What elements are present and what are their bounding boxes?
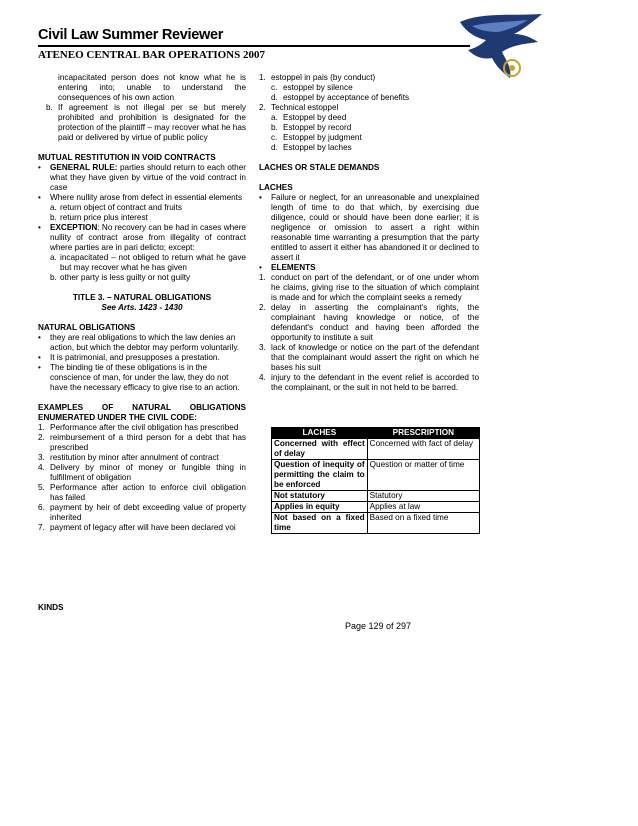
table-row bbox=[272, 491, 480, 502]
list-marker: 3. bbox=[38, 453, 45, 462]
examples-list bbox=[38, 423, 246, 533]
bullet-icon: • bbox=[38, 223, 41, 232]
table-cell: Not based on a fixed time bbox=[272, 513, 368, 534]
list-marker: 2. bbox=[38, 433, 45, 442]
list-marker: 5. bbox=[38, 483, 45, 492]
list-marker: a. bbox=[50, 253, 57, 262]
bullet-icon: • bbox=[38, 333, 41, 342]
table-header-cell: LACHES bbox=[272, 428, 368, 439]
list-item: If agreement is not illegal per se but merely prohibited and prohibition is designated for the protection of the plaintiff – may recover what he has paid or delivered by virtue of public policy bbox=[58, 103, 246, 142]
table-cell: Concerned with fact of delay bbox=[367, 439, 479, 460]
mutual-restitution-heading: MUTUAL RESTITUTION IN VOID CONTRACTS bbox=[38, 153, 216, 162]
list-item: other party is less guilty or not guilty bbox=[60, 273, 191, 282]
bullet-icon: • bbox=[38, 353, 41, 362]
list-item: The binding tie of these obligations is in the conscience of man, for under the law, they do not have the necessary efficacy to give rise to an action. bbox=[50, 363, 240, 392]
general-rule-text: parties should return to each other what they have given by virtue of the void contract in case bbox=[50, 163, 247, 192]
title-3-heading: TITLE 3. – NATURAL OBLIGATIONS bbox=[72, 293, 212, 302]
list-item: conduct on part of the defendant, or of one under whom he claims, giving rise to the situation of which complaint is made and for which the complaint seeks a remedy bbox=[271, 273, 479, 302]
list-item: Estoppel by deed bbox=[283, 113, 347, 122]
page-number: Page 129 of 297 bbox=[345, 621, 412, 631]
general-rule-label: GENERAL RULE: bbox=[50, 163, 118, 172]
list-marker: d. bbox=[271, 143, 278, 152]
list-marker: a. bbox=[271, 113, 278, 122]
list-item: estoppel in pais (by conduct) bbox=[271, 73, 376, 82]
exception-text: : No recovery can be had in cases where nullity of contract arose from illegality of contract where parties are in pari delicto; except: bbox=[50, 223, 246, 252]
table-row bbox=[272, 439, 480, 460]
list-marker: 1. bbox=[38, 423, 45, 432]
list-item: Delivery by minor of money or fungible thing in fulfillment of obligation bbox=[50, 463, 246, 482]
list-marker: 1. bbox=[259, 73, 266, 82]
list-marker: 3. bbox=[259, 343, 266, 352]
list-marker: b. bbox=[50, 213, 57, 222]
bullet-icon: • bbox=[38, 363, 41, 372]
list-marker: b. bbox=[46, 103, 53, 112]
list-item: payment by heir of debt exceeding value of property inherited bbox=[50, 503, 246, 522]
list-item: It is patrimonial, and presupposes a prestation. bbox=[50, 353, 220, 362]
left-column bbox=[38, 73, 246, 533]
list-marker: a. bbox=[50, 203, 57, 212]
laches-vs-prescription-table bbox=[271, 427, 480, 534]
table-cell: Applies in equity bbox=[272, 502, 368, 513]
list-marker: 2. bbox=[259, 103, 266, 112]
laches-definition: Failure or neglect, for an unreasonable and unexplained length of time to do that which, by exercising due diligence, could or should have been done earlier; it is negligence or omission to assert a right within reasonable time warranting a presumption that the party entitled to assert it either has abandoned it or declined to assert it bbox=[271, 193, 479, 262]
bullet-icon: • bbox=[259, 263, 262, 272]
table-row bbox=[272, 502, 480, 513]
exception-label: EXCEPTION bbox=[50, 223, 98, 232]
elements-heading: ELEMENTS bbox=[271, 263, 316, 272]
list-item: Estoppel by judgment bbox=[283, 133, 362, 142]
list-marker: 1. bbox=[259, 273, 266, 282]
table-cell: Statutory bbox=[367, 491, 479, 502]
list-item: they are real obligations to which the law denies an action, but which the debtor may perform voluntarily. bbox=[50, 333, 240, 352]
table-row bbox=[272, 460, 480, 491]
bullet-icon: • bbox=[38, 193, 41, 202]
list-item: return price plus interest bbox=[60, 213, 148, 222]
examples-heading: EXAMPLES OF NATURAL OBLIGATIONS ENUMERATED UNDER THE CIVIL CODE: bbox=[38, 403, 246, 422]
list-marker: c. bbox=[271, 83, 278, 92]
continued-item-text: incapacitated person does not know what he is entering into; unable to understand the consequences of his own action bbox=[58, 73, 246, 102]
list-marker: 4. bbox=[38, 463, 45, 472]
list-item: Estoppel by laches bbox=[283, 143, 352, 152]
table-row bbox=[272, 513, 480, 534]
list-marker: 6. bbox=[38, 503, 45, 512]
right-column bbox=[259, 73, 479, 393]
list-item: Where nullity arose from defect in essential elements bbox=[50, 193, 243, 202]
list-marker: 7. bbox=[38, 523, 45, 532]
laches-stale-demands-heading: LACHES OR STALE DEMANDS bbox=[259, 163, 380, 172]
kinds-heading: KINDS bbox=[38, 603, 64, 612]
articles-reference: See Arts. 1423 - 1430 bbox=[101, 303, 183, 312]
table-cell: Based on a fixed time bbox=[367, 513, 479, 534]
table-cell: Not statutory bbox=[272, 491, 368, 502]
list-item: incapacitated – not obliged to return what he gave but may recover what he has given bbox=[60, 253, 246, 272]
table-cell: Applies at law bbox=[367, 502, 479, 513]
list-marker: 2. bbox=[259, 303, 266, 312]
list-marker: c. bbox=[271, 133, 278, 142]
list-item: reimbursement of a third person for a debt that has prescribed bbox=[50, 433, 246, 452]
list-item: Performance after action to enforce civil obligation has failed bbox=[50, 483, 246, 502]
natural-obligations-heading: NATURAL OBLIGATIONS bbox=[38, 323, 136, 332]
list-item: injury to the defendant in the event relief is accorded to the complainant, or the suit in not held to be barred. bbox=[271, 373, 479, 392]
document-title: Civil Law Summer Reviewer bbox=[38, 27, 224, 43]
list-item: estoppel by acceptance of benefits bbox=[283, 93, 410, 102]
list-item: Technical estoppel bbox=[271, 103, 339, 112]
list-item: payment of legacy after will have been declared voi bbox=[50, 523, 236, 532]
list-item: Estoppel by record bbox=[283, 123, 352, 132]
list-marker: d. bbox=[271, 93, 278, 102]
list-item: delay in asserting the complainant's rights, the complainant having knowledge or notice, of the defendant's conduct and having been afforded the opportunity to institute a suit bbox=[271, 303, 479, 342]
bullet-icon: • bbox=[259, 193, 262, 202]
laches-heading: LACHES bbox=[259, 183, 293, 192]
list-item: estoppel by silence bbox=[283, 83, 353, 92]
table-header-cell: PRESCRIPTION bbox=[367, 428, 479, 439]
table-cell: Question or matter of time bbox=[367, 460, 479, 491]
table-cell: Concerned with effect of delay bbox=[272, 439, 368, 460]
list-marker: b. bbox=[50, 273, 57, 282]
list-marker: 4. bbox=[259, 373, 266, 382]
bullet-icon: • bbox=[38, 163, 41, 172]
header-rule bbox=[38, 45, 470, 47]
table-cell: Question of inequity of permitting the claim to be enforced bbox=[272, 460, 368, 491]
list-item: Performance after the civil obligation has prescribed bbox=[50, 423, 239, 432]
list-marker: b. bbox=[271, 123, 278, 132]
list-item: return object of contract and fruits bbox=[60, 203, 182, 212]
document-subtitle: ATENEO CENTRAL BAR OPERATIONS 2007 bbox=[38, 49, 265, 61]
table-header-row bbox=[272, 428, 480, 439]
list-item: restitution by minor after annulment of contract bbox=[50, 453, 219, 462]
list-item: lack of knowledge or notice on the part of the defendant that the complainant would assert the right on which he bases his suit bbox=[271, 343, 479, 372]
